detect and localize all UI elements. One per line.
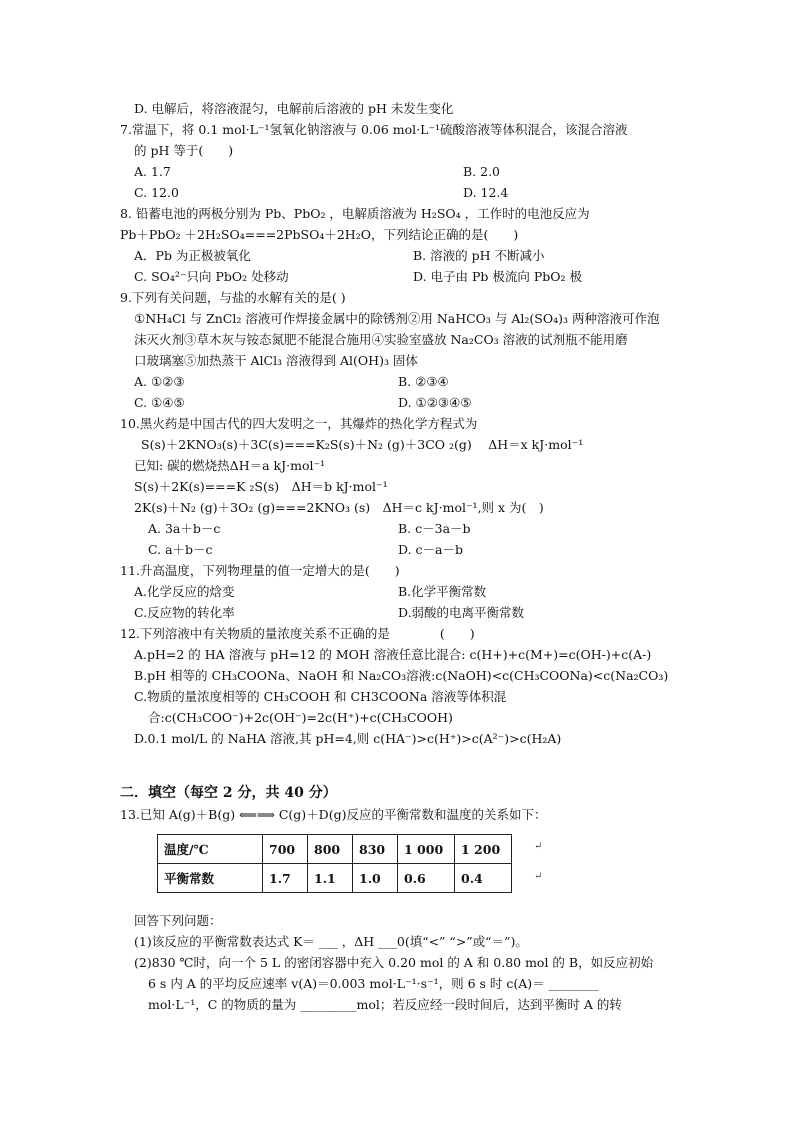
q13-part2-line1: (2)830 ℃时，向一个 5 L 的密闭容器中充入 0.20 mol 的 A 和 0.80 mol 的 B，如反应初始 (134, 955, 654, 970)
q9-option-b: B. ②③④ (398, 374, 449, 389)
q11-option-a: A.化学反应的焓变 (134, 584, 235, 599)
q11-stem: 11.升高温度，下列物理量的值一定增大的是( ) (120, 563, 400, 578)
q11-option-b: B.化学平衡常数 (398, 584, 487, 599)
q7-option-c: C. 12.0 (134, 185, 179, 200)
table-row (158, 864, 512, 893)
table-cell: 1.1 (308, 864, 353, 893)
table-cell: 1 000 (398, 835, 455, 864)
q10-option-c: C. a＋b－c (148, 542, 213, 557)
q9-option-a: A. ①②③ (134, 374, 185, 389)
q7-option-b: B. 2.0 (463, 164, 501, 179)
q10-equation: S(s)＋2KNO₃(s)＋3C(s)===K₂S(s)＋N₂ (g)＋3CO ₂(g) ΔH＝x kJ·mol⁻¹ (141, 437, 584, 452)
q7-stem-cont: 的 pH 等于( ) (134, 143, 234, 158)
table-header-constant: 平衡常数 (158, 864, 263, 893)
table-cell: 1 200 (455, 835, 512, 864)
q9-option-c: C. ①④⑤ (134, 395, 185, 410)
option-d-electrolysis: D. 电解后，将溶液混匀，电解前后溶液的 pH 未发生变化 (134, 101, 454, 116)
answer-prompt: 回答下列问题： (134, 913, 222, 928)
table-header-temperature: 温度/℃ (158, 835, 263, 864)
q10-given-1: 已知: 碳的燃烧热ΔH＝a kJ·mol⁻¹ (134, 458, 326, 473)
q7-stem: 7.常温下，将 0.1 mol·L⁻¹氢氧化钠溶液与 0.06 mol·L⁻¹硫酸溶液等体积混合，该混合溶液 (120, 122, 628, 137)
table-row (158, 835, 512, 864)
q12-option-b: B.pH 相等的 CH₃COONa、NaOH 和 Na₂CO₃溶液:c(NaOH)<c(CH₃COONa)<c(Na₂CO₃) (134, 668, 669, 683)
q8-option-c: C. SO₄²⁻只向 PbO₂ 处移动 (134, 269, 289, 284)
row-end-mark-icon: ↵ (534, 871, 543, 882)
table-cell: 800 (308, 835, 353, 864)
q12-option-d: D.0.1 mol/L 的 NaHA 溶液,其 pH=4,则 c(HA⁻)>c(H⁺)>c(A²⁻)>c(H₂A) (134, 731, 562, 746)
q8-option-a: A．Pb 为正极被氧化 (134, 248, 251, 263)
q8-stem-cont: Pb＋PbO₂ ＋2H₂SO₄===2PbSO₄＋2H₂O，下列结论正确的是( ) (120, 227, 519, 242)
q12-stem: 12.下列溶液中有关物质的量浓度关系不正确的是 ( ) (120, 626, 475, 641)
table-cell: 0.6 (398, 864, 455, 893)
q12-option-c: C.物质的量浓度相等的 CH₃COOH 和 CH3COONa 溶液等体积混 (134, 689, 507, 704)
q10-option-a: A. 3a＋b－c (148, 521, 221, 536)
q10-option-d: D. c－a－b (398, 542, 463, 557)
q9-stem: 9.下列有关问题，与盐的水解有关的是( ) (120, 290, 346, 305)
q13-stem: 13.已知 A(g)＋B(g) ⟸⟹ C(g)＋D(g)反应的平衡常数和温度的关系如下： (120, 807, 547, 822)
q9-item-line2: 沫灭火剂③草木灰与铵态氮肥不能混合施用④实验室盛放 Na₂CO₃ 溶液的试剂瓶不能用磨 (134, 332, 628, 347)
q13-part1: (1)该反应的平衡常数表达式 K＝ ___ ，ΔH ___0(填“<” “>”或“＝”)。 (134, 934, 528, 949)
q9-item-line3: 口玻璃塞⑤加热蒸干 AlCl₃ 溶液得到 Al(OH)₃ 固体 (134, 353, 418, 368)
q7-option-a: A. 1.7 (134, 164, 171, 179)
q8-stem: 8. 铅蓄电池的两极分别为 Pb、PbO₂ ，电解质溶液为 H₂SO₄ ，工作时的电池反应为 (120, 206, 590, 221)
table-cell: 1.7 (263, 864, 308, 893)
table-cell: 700 (263, 835, 308, 864)
table-cell: 0.4 (455, 864, 512, 893)
row-end-mark-icon: ↵ (534, 841, 543, 852)
q11-option-c: C.反应物的转化率 (134, 605, 235, 620)
q12-option-c-cont: 合:c(CH₃COO⁻)+2c(OH⁻)=2c(H⁺)+c(CH₃COOH) (148, 710, 453, 725)
q13-part2-line2: 6 s 内 A 的平均反应速率 v(A)＝0.003 mol·L⁻¹·s⁻¹，则 6 s 时 c(A)＝ ________ (148, 976, 599, 991)
q9-item-line1: ①NH₄Cl 与 ZnCl₂ 溶液可作焊接金属中的除锈剂②用 NaHCO₃ 与 Al₂(SO₄)₃ 两种溶液可作泡 (134, 311, 660, 326)
q10-given-2: S(s)＋2K(s)===K ₂S(s) ΔH＝b kJ·mol⁻¹ (134, 479, 388, 494)
q7-option-d: D. 12.4 (463, 185, 509, 200)
q10-given-3: 2K(s)＋N₂ (g)＋3O₂ (g)===2KNO₃ (s) ΔH＝c kJ·mol⁻¹,则 x 为( ) (134, 500, 544, 515)
q9-option-d: D. ①②③④⑤ (398, 395, 472, 410)
q12-option-a: A.pH=2 的 HA 溶液与 pH=12 的 MOH 溶液任意比混合: c(H+)+c(M+)=c(OH-)+c(A-) (134, 647, 652, 662)
q13-part2-line3: mol·L⁻¹，C 的物质的量为 _________mol；若反应经一段时间后，达到平衡时 A 的转 (148, 997, 622, 1012)
q10-stem: 10.黑火药是中国古代的四大发明之一，其爆炸的热化学方程式为 (120, 416, 478, 431)
equilibrium-table (157, 834, 512, 893)
table-cell: 830 (353, 835, 398, 864)
q8-option-b: B. 溶液的 pH 不断减小 (413, 248, 545, 263)
table-cell: 1.0 (353, 864, 398, 893)
q10-option-b: B. c－3a－b (398, 521, 471, 536)
q8-option-d: D. 电子由 Pb 极流向 PbO₂ 极 (413, 269, 583, 284)
q11-option-d: D.弱酸的电离平衡常数 (398, 605, 525, 620)
section-heading: 二．填空（每空 2 分，共 40 分） (120, 785, 337, 801)
